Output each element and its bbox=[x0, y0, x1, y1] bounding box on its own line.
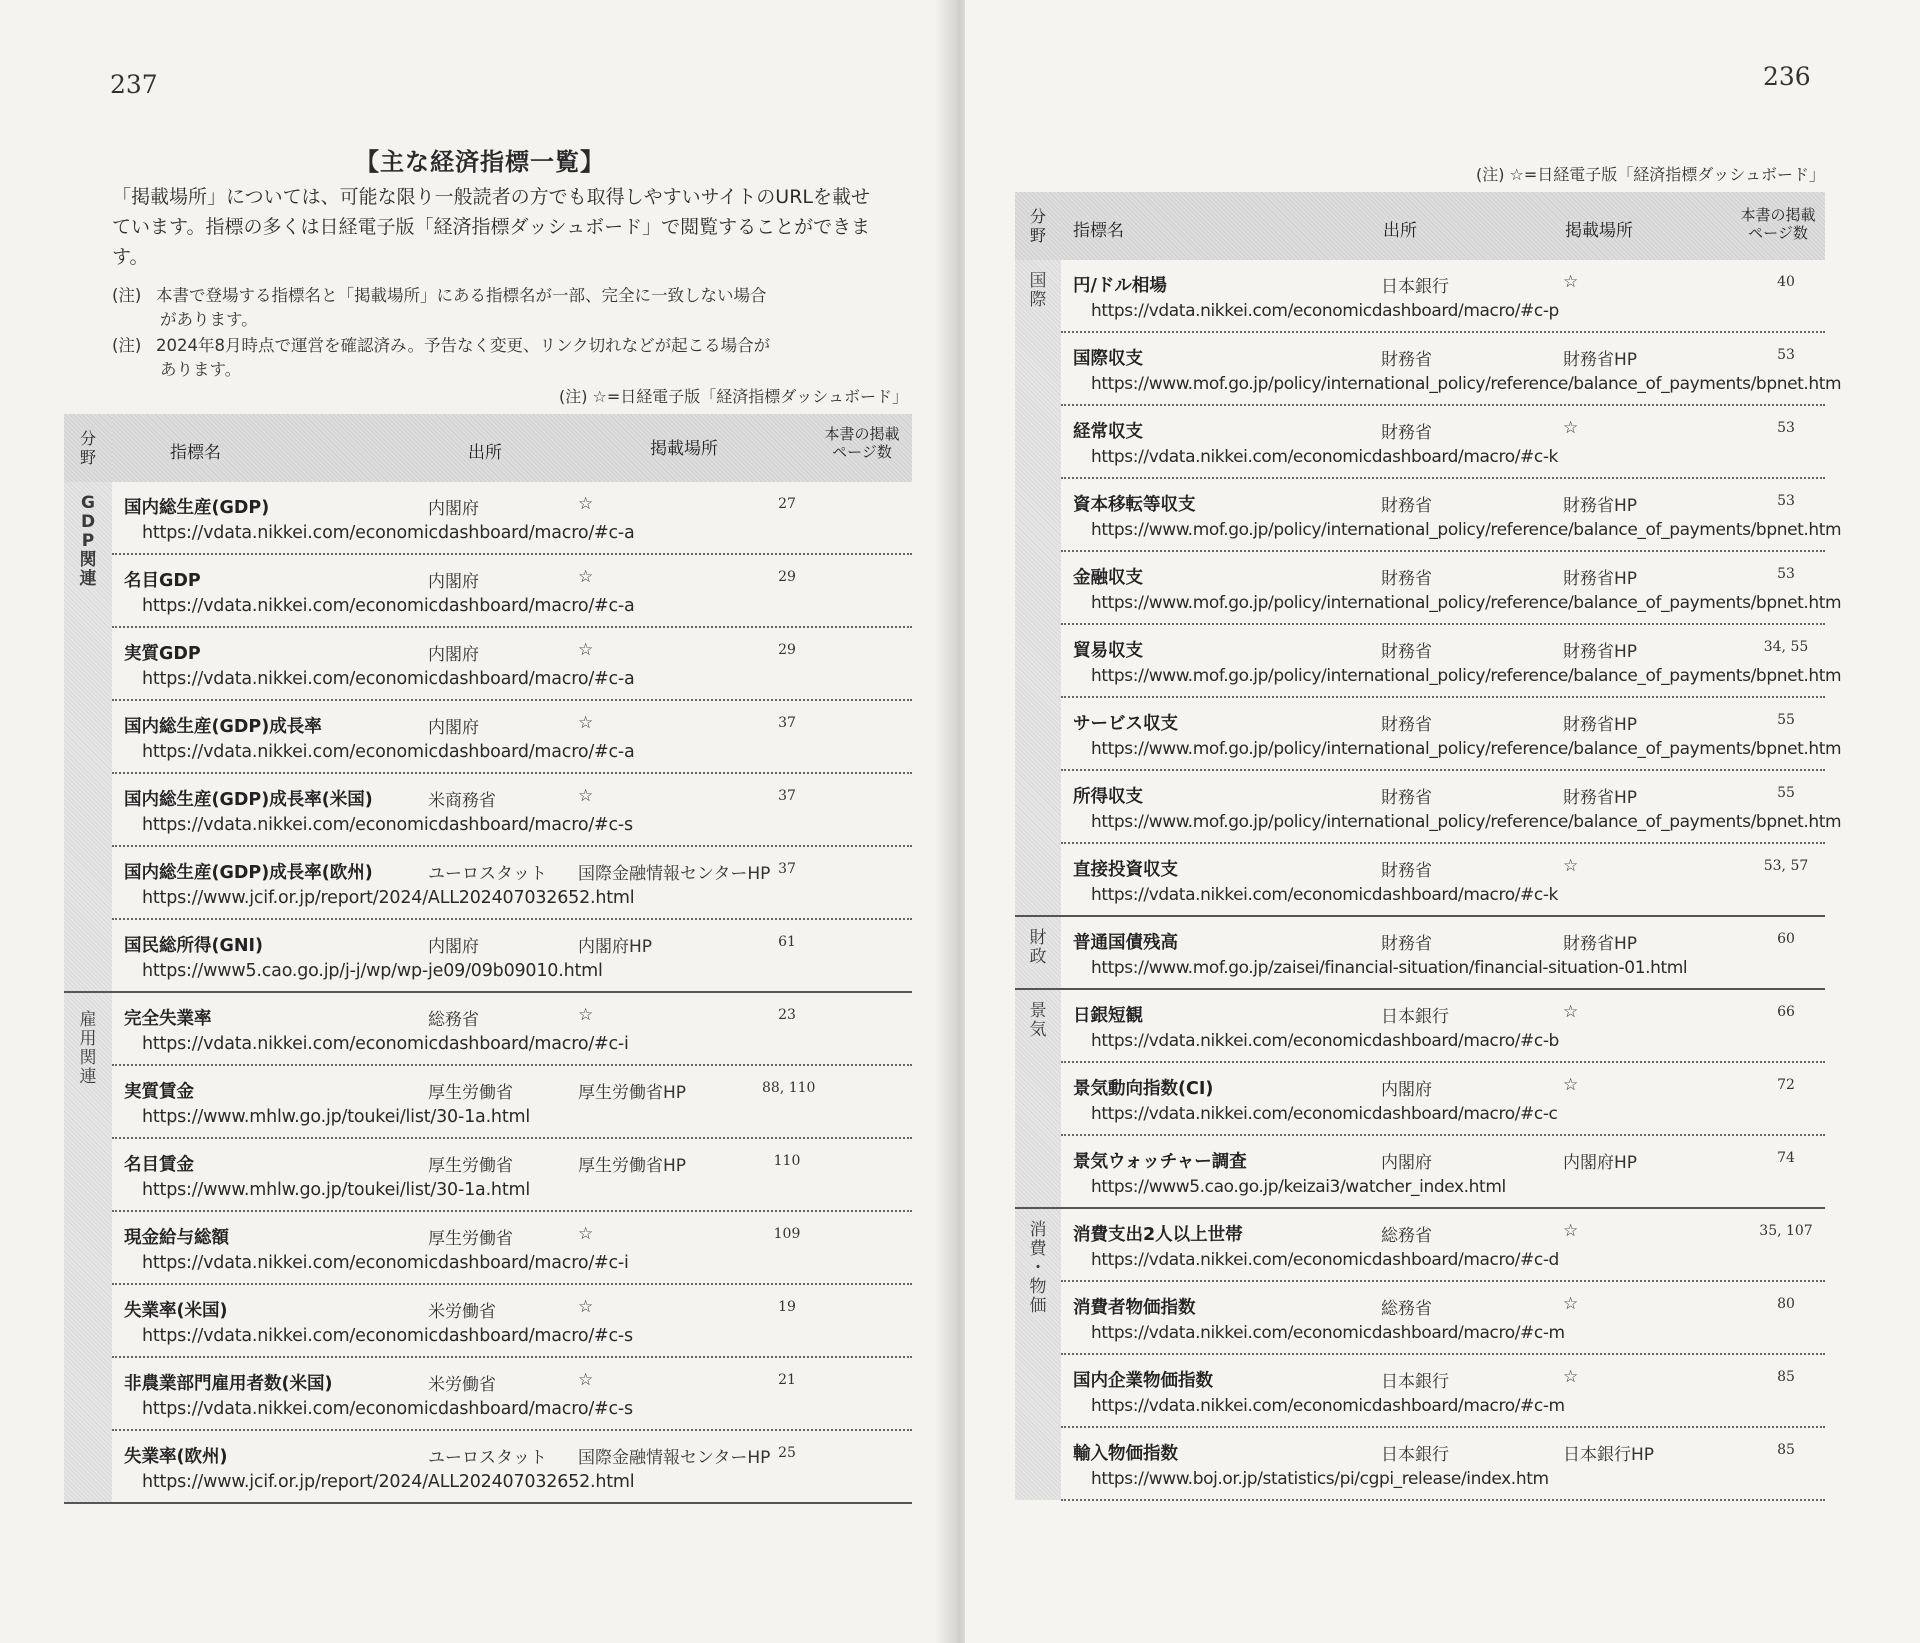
indicator-name: 国内総生産(GDP) bbox=[124, 498, 270, 518]
star-icon: ☆ bbox=[1563, 1367, 1579, 1387]
header-name: 指標名 bbox=[170, 443, 221, 463]
star-icon: ☆ bbox=[578, 713, 594, 733]
table-row bbox=[112, 1066, 912, 1139]
indicator-name: 国内企業物価指数 bbox=[1073, 1371, 1213, 1391]
indicator-location: 厚生労働省HP bbox=[578, 1156, 687, 1176]
indicator-source: ユーロスタット bbox=[428, 1448, 547, 1468]
page-reference: 74 bbox=[1777, 1150, 1795, 1166]
note-mark: (注) bbox=[112, 336, 142, 355]
url-text: https://vdata.nikkei.com/economicdashboard/macro/#c-i bbox=[142, 1034, 629, 1054]
url-text: https://vdata.nikkei.com/economicdashboard/macro/#c-p bbox=[1091, 301, 1559, 321]
indicator-source: 内閣府 bbox=[428, 499, 479, 519]
page-reference: 72 bbox=[1777, 1077, 1795, 1093]
indicator-name: 国民総所得(GNI) bbox=[124, 936, 264, 956]
indicator-location: 厚生労働省HP bbox=[578, 1083, 687, 1103]
url-text: https://vdata.nikkei.com/economicdashboard/macro/#c-d bbox=[1091, 1250, 1559, 1270]
url-text: https://www.mof.go.jp/zaisei/financial-situation/financial-situation-01.html bbox=[1091, 958, 1688, 978]
category-label: 財 政 bbox=[1015, 916, 1061, 989]
table-row bbox=[112, 555, 912, 628]
url-text: https://www.mhlw.go.jp/toukei/list/30-1a.html bbox=[142, 1180, 530, 1200]
url-text: https://vdata.nikkei.com/economicdashboard/macro/#c-i bbox=[142, 1253, 629, 1273]
page-reference: 21 bbox=[778, 1372, 796, 1388]
table-row bbox=[1061, 1209, 1825, 1282]
url-text: https://vdata.nikkei.com/economicdashboard/macro/#c-k bbox=[1091, 885, 1559, 905]
url-text: https://vdata.nikkei.com/economicdashboard/macro/#c-s bbox=[142, 1399, 633, 1419]
indicator-source: 内閣府 bbox=[428, 572, 479, 592]
star-icon: ☆ bbox=[1563, 1075, 1579, 1095]
indicator-name: 失業率(米国) bbox=[124, 1301, 228, 1321]
page-reference: 37 bbox=[778, 861, 796, 877]
star-icon: ☆ bbox=[578, 1224, 594, 1244]
url-text: https://vdata.nikkei.com/economicdashboard/macro/#c-a bbox=[142, 523, 635, 543]
left-page bbox=[0, 0, 955, 1643]
table-header bbox=[64, 414, 912, 482]
indicator-source: 総務省 bbox=[428, 1010, 479, 1030]
indicator-name: 実質GDP bbox=[124, 644, 201, 664]
indicator-location: 財務省HP bbox=[1563, 934, 1638, 954]
table-row bbox=[1061, 1282, 1825, 1355]
indicator-source: 財務省 bbox=[1381, 496, 1432, 516]
indicator-name: 日銀短観 bbox=[1073, 1006, 1143, 1026]
page-reference: 80 bbox=[1777, 1296, 1795, 1312]
header-pages: 本書の掲載 ページ数 bbox=[824, 425, 900, 461]
indicator-source: 財務省 bbox=[1381, 715, 1432, 735]
indicator-source: 総務省 bbox=[1381, 1299, 1432, 1319]
header-name: 指標名 bbox=[1073, 221, 1124, 241]
page-reference: 37 bbox=[778, 715, 796, 731]
group-finance bbox=[1015, 916, 1825, 989]
table-row bbox=[1061, 1428, 1825, 1499]
indicator-source: 日本銀行 bbox=[1381, 1372, 1449, 1392]
star-icon: ☆ bbox=[578, 494, 594, 514]
indicator-name: 景気動向指数(CI) bbox=[1073, 1079, 1214, 1099]
url-text: https://www.boj.or.jp/statistics/pi/cgpi_release/index.htm bbox=[1091, 1469, 1549, 1489]
table-row bbox=[1061, 844, 1825, 915]
url-text: https://www.mof.go.jp/policy/international_policy/reference/balance_of_payments/bpnet.htm bbox=[1091, 374, 1842, 394]
indicator-name: 普通国債残高 bbox=[1073, 933, 1178, 953]
page-reference: 109 bbox=[773, 1226, 801, 1242]
page-reference: 34, 55 bbox=[1763, 639, 1809, 655]
indicator-source: 内閣府 bbox=[428, 718, 479, 738]
legend-note: (注) ☆=日経電子版「経済指標ダッシュボード」 bbox=[1475, 165, 1825, 184]
page-reference: 27 bbox=[778, 496, 796, 512]
page-reference: 60 bbox=[1777, 931, 1795, 947]
table-row bbox=[1061, 1355, 1825, 1428]
indicator-source: 財務省 bbox=[1381, 788, 1432, 808]
page-reference: 53 bbox=[1777, 420, 1795, 436]
indicator-name: 金融収支 bbox=[1073, 568, 1143, 588]
indicator-name: 直接投資収支 bbox=[1073, 860, 1178, 880]
page-number: 236 bbox=[1763, 62, 1811, 91]
url-text: https://vdata.nikkei.com/economicdashboard/macro/#c-a bbox=[142, 669, 635, 689]
table-row bbox=[1061, 771, 1842, 844]
url-text: https://www.mof.go.jp/policy/international_policy/reference/balance_of_payments/bpnet.htm bbox=[1091, 593, 1842, 613]
table-row bbox=[112, 1285, 912, 1358]
header-category: 分 野 bbox=[1015, 192, 1061, 260]
url-text: https://www.jcif.or.jp/report/2024/ALL202407032652.html bbox=[142, 888, 635, 908]
indicator-source: 米商務省 bbox=[428, 791, 496, 811]
indicator-location: 財務省HP bbox=[1563, 350, 1638, 370]
indicator-source: 厚生労働省 bbox=[428, 1083, 513, 1103]
table-row bbox=[112, 847, 912, 920]
url-text: https://www.mof.go.jp/policy/international_policy/reference/balance_of_payments/bpnet.htm bbox=[1091, 666, 1842, 686]
category-label: 国 際 bbox=[1015, 260, 1061, 916]
url-text: https://www5.cao.go.jp/keizai3/watcher_index.html bbox=[1091, 1177, 1506, 1197]
indicator-source: 日本銀行 bbox=[1381, 1007, 1449, 1027]
star-icon: ☆ bbox=[1563, 272, 1579, 292]
header-location: 掲載場所 bbox=[1565, 221, 1633, 241]
table-row bbox=[1061, 1136, 1825, 1207]
indicator-location: 内閣府HP bbox=[578, 937, 653, 957]
table-row bbox=[112, 1358, 912, 1431]
table-row bbox=[1061, 260, 1825, 333]
intro-paragraph: 「掲載場所」については、可能な限り一般読者の方でも取得しやすいサイトのURLを載せています。指標の多くは日経電子版「経済指標ダッシュボード」で閲覧することができます。 bbox=[112, 186, 871, 268]
indicator-name: 景気ウォッチャー調査 bbox=[1073, 1152, 1247, 1172]
indicator-name: 国内総生産(GDP)成長率(米国) bbox=[124, 790, 373, 810]
indicator-name: 失業率(欧州) bbox=[124, 1447, 228, 1467]
indicator-source: 日本銀行 bbox=[1381, 277, 1449, 297]
page-reference: 29 bbox=[778, 642, 796, 658]
table-row bbox=[1061, 990, 1825, 1063]
url-text: https://www5.cao.go.jp/j-j/wp/wp-je09/09b09010.html bbox=[142, 961, 603, 981]
table-row bbox=[1061, 333, 1842, 406]
page-reference: 110 bbox=[773, 1153, 801, 1169]
url-text: https://www.mhlw.go.jp/toukei/list/30-1a.html bbox=[142, 1107, 530, 1127]
indicator-name: サービス収支 bbox=[1073, 714, 1178, 734]
url-text: https://vdata.nikkei.com/economicdashboard/macro/#c-a bbox=[142, 596, 635, 616]
header-source: 出所 bbox=[1383, 221, 1417, 241]
table-row bbox=[112, 1431, 912, 1502]
indicator-source: 財務省 bbox=[1381, 350, 1432, 370]
note-text: 2024年8月時点で運営を確認済み。予告なく変更、リンク切れなどが起こる場合が bbox=[156, 336, 771, 355]
page-reference: 61 bbox=[778, 934, 796, 950]
star-icon: ☆ bbox=[578, 1370, 594, 1390]
indicator-source: 内閣府 bbox=[1381, 1080, 1432, 1100]
page-reference: 29 bbox=[778, 569, 796, 585]
star-icon: ☆ bbox=[578, 1005, 594, 1025]
indicator-location: 財務省HP bbox=[1563, 788, 1638, 808]
page-reference: 53 bbox=[1777, 493, 1795, 509]
note-text: 本書で登場する指標名と「掲載場所」にある指標名が一部、完全に一致しない場合 bbox=[156, 286, 767, 305]
indicator-name: 資本移転等収支 bbox=[1073, 495, 1196, 515]
table-row bbox=[112, 774, 912, 847]
url-text: https://www.mof.go.jp/policy/international_policy/reference/balance_of_payments/bpnet.htm bbox=[1091, 520, 1842, 540]
indicator-location: 日本銀行HP bbox=[1563, 1445, 1655, 1465]
page-reference: 85 bbox=[1777, 1442, 1795, 1458]
url-text: https://www.mof.go.jp/policy/international_policy/reference/balance_of_payments/bpnet.htm bbox=[1091, 812, 1842, 832]
indicator-name: 国内総生産(GDP)成長率 bbox=[124, 717, 322, 737]
url-text: https://vdata.nikkei.com/economicdashboard/macro/#c-k bbox=[1091, 447, 1559, 467]
indicator-location: 財務省HP bbox=[1563, 642, 1638, 662]
indicator-name: 貿易収支 bbox=[1073, 641, 1143, 661]
url-text: https://vdata.nikkei.com/economicdashboard/macro/#c-s bbox=[142, 815, 633, 835]
indicator-source: 米労働省 bbox=[428, 1375, 496, 1395]
header-category: 分 野 bbox=[64, 414, 112, 482]
group-international bbox=[1015, 260, 1825, 916]
page-reference: 40 bbox=[1777, 274, 1795, 290]
note-2 bbox=[112, 334, 872, 382]
note-text-cont: あります。 bbox=[160, 360, 242, 379]
page-reference: 53 bbox=[1777, 566, 1795, 582]
url-text: https://vdata.nikkei.com/economicdashboard/macro/#c-c bbox=[1091, 1104, 1558, 1124]
star-icon: ☆ bbox=[1563, 418, 1579, 438]
url-text: https://vdata.nikkei.com/economicdashboard/macro/#c-a bbox=[142, 742, 635, 762]
page-reference: 37 bbox=[778, 788, 796, 804]
url-text: https://vdata.nikkei.com/economicdashboard/macro/#c-s bbox=[142, 1326, 633, 1346]
page-reference: 55 bbox=[1777, 712, 1795, 728]
table-row bbox=[1061, 917, 1825, 988]
indicator-source: 内閣府 bbox=[428, 937, 479, 957]
indicator-source: 財務省 bbox=[1381, 861, 1432, 881]
indicator-name: 名目賃金 bbox=[124, 1155, 194, 1175]
page-reference: 25 bbox=[778, 1445, 796, 1461]
url-text: https://vdata.nikkei.com/economicdashboard/macro/#c-m bbox=[1091, 1323, 1565, 1343]
note-1 bbox=[112, 284, 872, 332]
indicator-table-left bbox=[64, 414, 912, 1504]
table-row bbox=[112, 482, 912, 555]
table-row bbox=[1061, 552, 1842, 625]
page-reference: 88, 110 bbox=[762, 1080, 816, 1096]
indicator-name: 名目GDP bbox=[124, 571, 201, 591]
category-label: 消 費 ・ 物 価 bbox=[1015, 1208, 1061, 1500]
table-row bbox=[1061, 698, 1842, 771]
legend-note: (注) ☆=日経電子版「経済指標ダッシュボード」 bbox=[558, 387, 908, 406]
page-reference: 85 bbox=[1777, 1369, 1795, 1385]
indicator-source: 日本銀行 bbox=[1381, 1445, 1449, 1465]
star-icon: ☆ bbox=[578, 1297, 594, 1317]
star-icon: ☆ bbox=[1563, 1221, 1579, 1241]
category-label: 雇 用 関 連 bbox=[64, 992, 112, 1503]
group-gdp bbox=[64, 482, 912, 992]
star-icon: ☆ bbox=[578, 567, 594, 587]
group-economy bbox=[1015, 989, 1825, 1208]
indicator-location: 財務省HP bbox=[1563, 496, 1638, 516]
star-icon: ☆ bbox=[1563, 1294, 1579, 1314]
table-row bbox=[1061, 1063, 1825, 1136]
indicator-name: 完全失業率 bbox=[124, 1009, 212, 1029]
indicator-source: ユーロスタット bbox=[428, 864, 547, 884]
page-reference: 66 bbox=[1777, 1004, 1795, 1020]
note-mark: (注) bbox=[112, 286, 142, 305]
table-row bbox=[1061, 625, 1842, 698]
table-row bbox=[112, 993, 912, 1066]
indicator-name: 現金給与総額 bbox=[124, 1228, 229, 1248]
indicator-location: 内閣府HP bbox=[1563, 1153, 1638, 1173]
indicator-location: 国際金融情報センターHP bbox=[578, 864, 771, 884]
url-text: https://vdata.nikkei.com/economicdashboard/macro/#c-m bbox=[1091, 1396, 1565, 1416]
table-row bbox=[112, 701, 912, 774]
star-icon: ☆ bbox=[578, 640, 594, 660]
indicator-name: 経常収支 bbox=[1073, 422, 1143, 442]
indicator-source: 財務省 bbox=[1381, 569, 1432, 589]
page-reference: 19 bbox=[778, 1299, 796, 1315]
table-row bbox=[112, 920, 912, 991]
url-text: https://www.jcif.or.jp/report/2024/ALL202407032652.html bbox=[142, 1472, 635, 1492]
indicator-name: 実質賃金 bbox=[124, 1082, 194, 1102]
page-reference: 53 bbox=[1777, 347, 1795, 363]
table-row bbox=[112, 1139, 912, 1212]
indicator-source: 内閣府 bbox=[428, 645, 479, 665]
star-icon: ☆ bbox=[578, 786, 594, 806]
indicator-source: 財務省 bbox=[1381, 642, 1432, 662]
group-consumption-prices bbox=[1015, 1208, 1825, 1500]
indicator-name: 国際収支 bbox=[1073, 349, 1143, 369]
header-pages: 本書の掲載 ページ数 bbox=[1740, 206, 1816, 242]
table-row bbox=[112, 1212, 912, 1285]
indicator-name: 国内総生産(GDP)成長率(欧州) bbox=[124, 863, 373, 883]
indicator-source: 米労働省 bbox=[428, 1302, 496, 1322]
group-employment bbox=[64, 992, 912, 1503]
page-reference: 55 bbox=[1777, 785, 1795, 801]
indicator-source: 財務省 bbox=[1381, 423, 1432, 443]
indicator-name: 輸入物価指数 bbox=[1073, 1444, 1178, 1464]
indicator-name: 円/ドル相場 bbox=[1073, 276, 1167, 296]
table-row bbox=[1061, 479, 1842, 552]
right-page bbox=[965, 0, 1920, 1643]
indicator-name: 消費者物価指数 bbox=[1073, 1298, 1196, 1318]
url-text: https://www.mof.go.jp/policy/international_policy/reference/balance_of_payments/bpnet.htm bbox=[1091, 739, 1842, 759]
header-source: 出所 bbox=[468, 443, 502, 463]
header-location: 掲載場所 bbox=[650, 439, 718, 459]
indicator-source: 内閣府 bbox=[1381, 1153, 1432, 1173]
indicator-name: 所得収支 bbox=[1073, 787, 1143, 807]
table-row bbox=[112, 628, 912, 701]
indicator-source: 財務省 bbox=[1381, 934, 1432, 954]
page-reference: 23 bbox=[778, 1007, 796, 1023]
page-reference: 35, 107 bbox=[1759, 1223, 1813, 1239]
page-reference: 53, 57 bbox=[1763, 858, 1809, 874]
note-text-cont: があります。 bbox=[160, 310, 258, 329]
table-header bbox=[1015, 192, 1825, 260]
indicator-location: 財務省HP bbox=[1563, 569, 1638, 589]
star-icon: ☆ bbox=[1563, 1002, 1579, 1022]
indicator-name: 消費支出2人以上世帯 bbox=[1073, 1225, 1243, 1245]
indicator-table-right bbox=[1015, 192, 1842, 1501]
indicator-source: 総務省 bbox=[1381, 1226, 1432, 1246]
url-text: https://vdata.nikkei.com/economicdashboard/macro/#c-b bbox=[1091, 1031, 1559, 1051]
star-icon: ☆ bbox=[1563, 856, 1579, 876]
indicator-location: 国際金融情報センターHP bbox=[578, 1448, 771, 1468]
category-label: G D P 関 連 bbox=[64, 482, 112, 992]
indicator-name: 非農業部門雇用者数(米国) bbox=[124, 1374, 333, 1394]
page-number: 237 bbox=[110, 70, 158, 99]
page-title: 【主な経済指標一覧】 bbox=[355, 148, 605, 176]
table-row bbox=[1061, 406, 1825, 479]
indicator-location: 財務省HP bbox=[1563, 715, 1638, 735]
category-label: 景 気 bbox=[1015, 989, 1061, 1208]
indicator-source: 厚生労働省 bbox=[428, 1156, 513, 1176]
indicator-source: 厚生労働省 bbox=[428, 1229, 513, 1249]
